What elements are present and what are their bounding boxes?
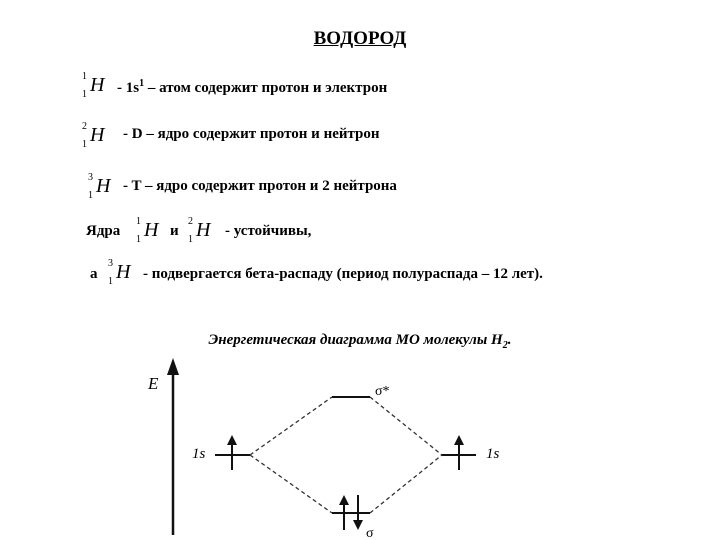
energy-axis-label: E [148, 374, 159, 393]
isotope-deuterium-inline [188, 217, 222, 243]
element-symbol: H [144, 219, 159, 241]
mass-number: 3 [88, 172, 93, 183]
element-symbol: H [90, 74, 105, 96]
isotope-tritium-inline [108, 259, 142, 285]
atomic-number: 1 [82, 89, 87, 100]
stable-prefix: Ядра [86, 223, 121, 239]
element-symbol: H [196, 219, 211, 241]
mass-number: 1 [136, 216, 141, 227]
mass-number: 3 [108, 258, 113, 269]
antibonding-label: σ* [375, 384, 390, 399]
atomic-number: 1 [136, 234, 141, 245]
mass-number: 2 [188, 216, 193, 227]
energy-axis-arrowhead [167, 358, 179, 375]
bonding-electron-down-arrowhead [353, 520, 363, 530]
left-ao-label: 1s [192, 446, 206, 462]
decay-prefix: а [90, 266, 98, 282]
atomic-number: 1 [88, 190, 93, 201]
atomic-number: 1 [188, 234, 193, 245]
left-ao-electron-arrowhead [227, 435, 237, 445]
correlation-left-up [250, 397, 332, 455]
isotope-protium-inline [136, 217, 170, 243]
mass-number: 1 [82, 71, 87, 82]
right-ao-label: 1s [486, 446, 500, 462]
mass-number: 2 [82, 121, 87, 132]
element-symbol: H [116, 261, 131, 283]
tritium-description: - T – ядро содержит протон и 2 нейтрона [123, 178, 397, 194]
caption-subscript: 2 [502, 340, 508, 351]
stable-suffix: - устойчивы, [225, 223, 312, 239]
correlation-left-down [250, 455, 332, 513]
correlation-right-down [370, 455, 442, 513]
element-symbol: H [96, 175, 111, 197]
caption-end: . [507, 332, 512, 348]
protium-text: - 1s [117, 80, 140, 96]
element-symbol: H [90, 124, 105, 146]
decay-description: - подвергается бета-распаду (период полураспада – 12 лет). [143, 266, 543, 282]
caption-text: Энергетическая диаграмма МО молекулы Н [208, 332, 503, 348]
isotope-protium [82, 72, 116, 98]
atomic-number: 1 [108, 276, 113, 287]
correlation-right-up [370, 397, 442, 455]
protium-superscript: 1 [139, 78, 145, 89]
diagram-caption [0, 332, 720, 351]
stable-conjunction: и [170, 223, 179, 239]
isotope-tritium [88, 173, 122, 199]
mo-energy-diagram [120, 355, 540, 540]
protium-text-after: – атом содержит протон и электрон [144, 80, 388, 96]
bonding-label: σ [366, 526, 374, 540]
deuterium-description: - D – ядро содержит протон и нейтрон [123, 126, 380, 142]
page-title: ВОДОРОД [313, 28, 407, 49]
bonding-electron-up-arrowhead [339, 495, 349, 505]
right-ao-electron-arrowhead [454, 435, 464, 445]
isotope-deuterium [82, 122, 116, 148]
protium-description [117, 74, 387, 98]
atomic-number: 1 [82, 139, 87, 150]
